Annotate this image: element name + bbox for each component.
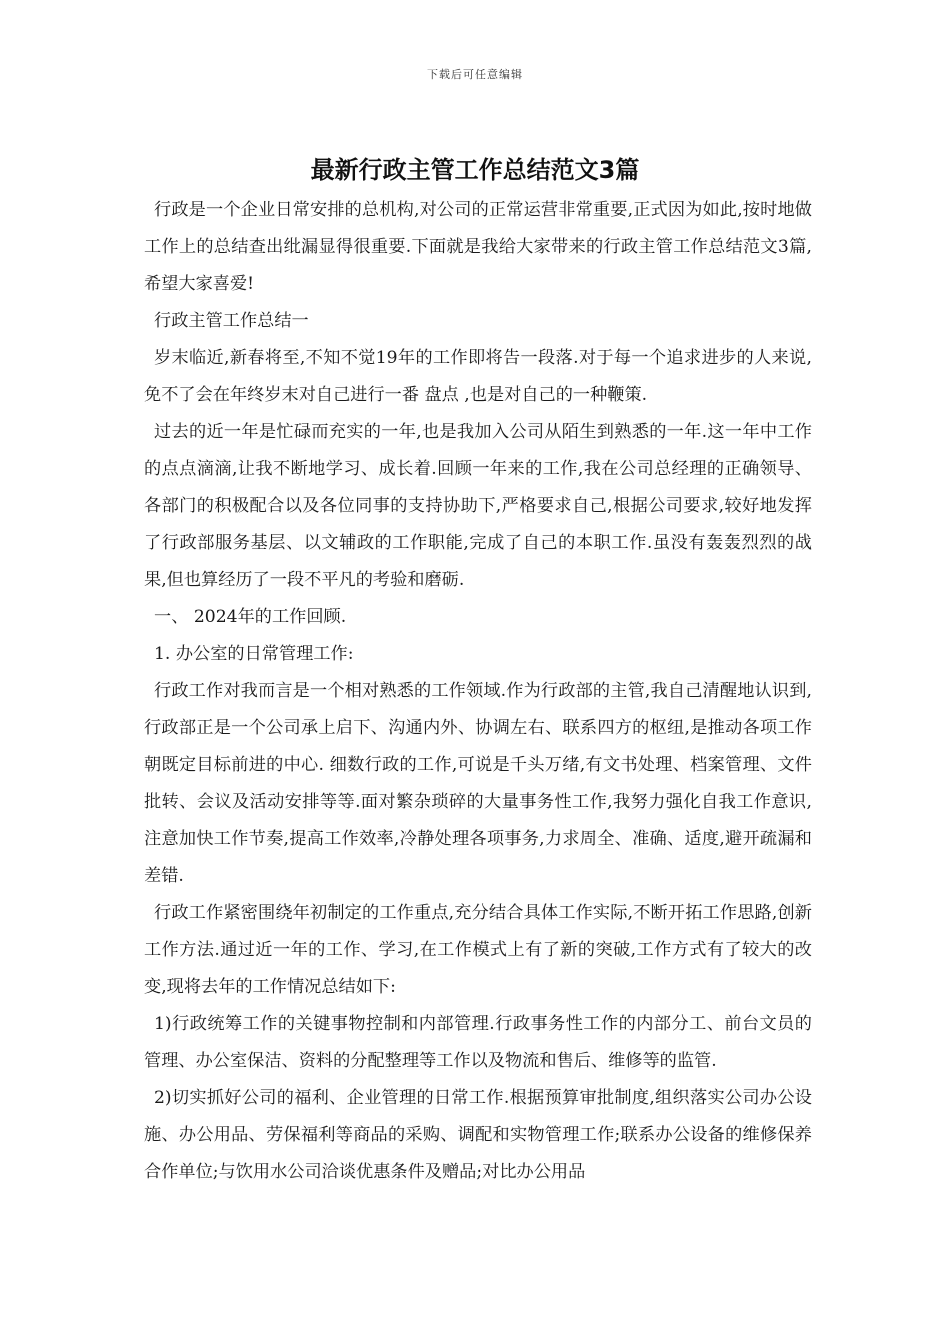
list-item-paragraph: 2)切实抓好公司的福利、企业管理的日常工作.根据预算审批制度,组织落实公司办公设施、办公用品、劳保福利等商品的采购、调配和实物管理工作;联系办公设备的维修保养合作单位;与饮用水公司洽谈优惠条件及赠品;对比办公用品 xyxy=(144,1088,812,1182)
subsection-heading: 1. 办公室的日常管理工作: xyxy=(154,644,354,664)
body-paragraph: 行政工作紧密围绕年初制定的工作重点,充分结合具体工作实际,不断开拓工作思路,创新工作方法.通过近一年的工作、学习,在工作模式上有了新的突破,工作方式有了较大的改变,现将去年的工作情况总结如下: xyxy=(144,903,812,997)
section-heading: 行政主管工作总结一 xyxy=(154,311,309,331)
list-item-paragraph: 1)行政统筹工作的关键事物控制和内部管理.行政事务性工作的内部分工、前台文员的管理、办公室保洁、资料的分配整理等工作以及物流和售后、维修等的监管. xyxy=(144,1014,812,1071)
body-paragraph: 岁末临近,新春将至,不知不觉19年的工作即将告一段落.对于每一个追求进步的人来说,免不了会在年终岁末对自己进行一番 盘点 ,也是对自己的一种鞭策. xyxy=(144,348,812,405)
body-paragraph: 行政工作对我而言是一个相对熟悉的工作领域.作为行政部的主管,我自己清醒地认识到,行政部正是一个公司承上启下、沟通内外、协调左右、联系四方的枢纽,是推动各项工作朝既定目标前进的中心. 细数行政的工作,可说是千头万绪,有文书处理、档案管理、文件批转、会议及活动安排等等.面对繁杂琐碎的大量事务性工作,我努力强化自我工作意识,注意加快工作节奏,提高工作效率,冷静处理各项事务,力求周全、准确、适度,避开疏漏和差错. xyxy=(144,681,812,886)
body-paragraph: 过去的近一年是忙碌而充实的一年,也是我加入公司从陌生到熟悉的一年.这一年中工作的点点滴滴,让我不断地学习、成长着.回顾一年来的工作,我在公司总经理的正确领导、各部门的积极配合以及各位同事的支持协助下,严格要求自己,根据公司要求,较好地发挥了行政部服务基层、以文辅政的工作职能,完成了自己的本职工作.虽没有轰轰烈烈的战果,但也算经历了一段不平凡的考验和磨砺. xyxy=(144,422,812,590)
subsection-heading: 一、 2024年的工作回顾. xyxy=(154,607,347,627)
intro-paragraph: 行政是一个企业日常安排的总机构,对公司的正常运营非常重要,正式因为如此,按时地做工作上的总结查出纰漏显得很重要.下面就是我给大家带来的行政主管工作总结范文3篇,希望大家喜爱! xyxy=(144,200,812,294)
header-note: 下载后可任意编辑 xyxy=(427,68,523,81)
document-body xyxy=(144,192,812,1191)
document-title: 最新行政主管工作总结范文3篇 xyxy=(310,156,640,184)
